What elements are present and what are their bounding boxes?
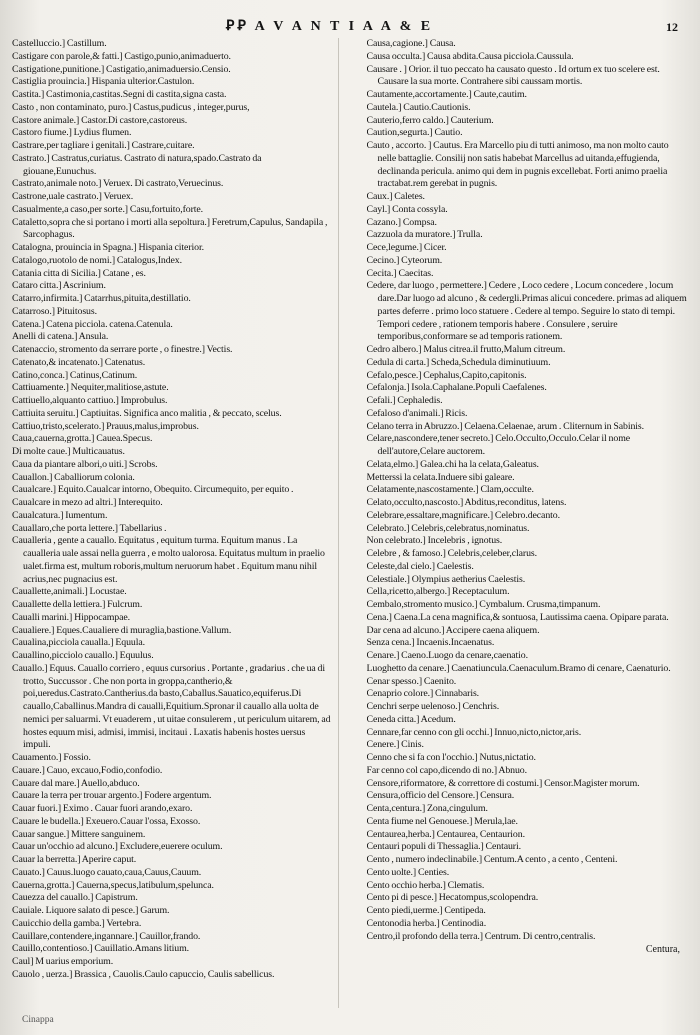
dictionary-entry: Cauiale. Liquore salato di pesce.] Garum. xyxy=(12,905,170,916)
dictionary-entry: Cece,legume.] Cicer. xyxy=(366,242,447,253)
dictionary-entry: Catarroso.] Pituitosus. xyxy=(12,305,97,317)
dictionary-entry: Cauar sangue.] Mittere sanguinem. xyxy=(12,828,146,840)
dictionary-entry: Cauamento.] Fossio. xyxy=(12,752,91,763)
dictionary-entry: Cauar fuori.] Eximo . Cauar fuori arando,exaro. xyxy=(12,803,193,814)
dictionary-entry: Centa fiume nel Genouese.] Merula,lae. xyxy=(366,815,518,827)
dictionary-entry: Caualina,picciola caualla.] Equula. xyxy=(12,637,145,649)
dictionary-entry: Catarro,infirmita.] Catarrhus,pituita,destillatio. xyxy=(12,293,191,304)
dictionary-entry: Cataro citta.] Ascrinium. xyxy=(12,280,106,292)
dictionary-entry: Cauto , accorto. ] Cautus. Era Marcello piu di tutti animoso, ma non molto cauto nelle battaglie. Consilij non satis habebat Marcellus ad uitanda,effugienda, declinanda pericula. animo qui dem in pugnis excellebat. Forti animo praelia tractabat.rem gerebat in pugnis. xyxy=(366,140,669,190)
dictionary-entry: Centaurea,herba.] Centaurea, Centaurion. xyxy=(366,828,525,840)
dictionary-entry: Cenar spesso.] Caenito. xyxy=(366,675,457,687)
dictionary-entry: Celare,nascondere,tener secreto.] Celo.Occulto,Occulo.Celar il nome dell'autore,Celare auctorem. xyxy=(366,433,631,457)
dictionary-entry: Cembalo,stromento musico.] Cymbalum. Crusma,timpanum. xyxy=(366,599,601,610)
dictionary-entry: Cecita.] Caecitas. xyxy=(366,267,434,279)
dictionary-entry: Cayl.] Conta cossyla. xyxy=(366,203,448,215)
dictionary-entry: Cedere, dar luogo , permettere.] Cedere , Loco cedere , Locum concedere , locum dare.Dar luogo ad alcuno , & cedergli.Primas alicui concedere. primas ad aliquem partes deferre . primo loco statuere . Cedere al tempo. Seguire lo stato di tempi. Tempori cedere , rationem temporis habere . Consulere , seruire temporibus,conformare se ad temporis rationem. xyxy=(366,280,687,343)
dictionary-entry: Celatamente,nascostamente.] Clam,occulte. xyxy=(366,484,534,496)
dictionary-entry: Cenno che si fa con l'occhio.] Nutus,nictatio. xyxy=(366,752,536,763)
dictionary-entry: Castrato.] Castratus,curiatus. Castrato di natura,spado.Castrato da giouane,Eunuchus. xyxy=(12,152,262,177)
dictionary-entry: Celata,elmo.] Galea.chi ha la celata,Galeatus. xyxy=(366,458,539,470)
dictionary-entry: Cauicchio della gamba.] Vertebra. xyxy=(12,917,142,929)
dictionary-entry: Catalogna, prouincia in Spagna.] Hispania citerior. xyxy=(12,242,204,253)
dictionary-entry: Cauillo,contentioso.] Cauillatio.Amans litium. xyxy=(12,943,190,955)
dictionary-entry: Cefalo,pesce.] Cephalus,Capito,capitonis. xyxy=(366,369,527,381)
dictionary-entry: Cattiuamente.] Nequiter,malitiose,astute. xyxy=(12,382,169,394)
dictionary-entry: Cazzuola da muratore.] Trulla. xyxy=(366,229,483,241)
dictionary-entry: Caul] M uarius emporium. xyxy=(12,956,114,967)
dictionary-entry: Cauare la terra per trouar argento.] Fodere argentum. xyxy=(12,790,212,802)
dictionary-entry: Cena.] Caena.La cena magnifica,& sontuosa, Lautissima caena. Opipare parata. xyxy=(366,611,669,623)
dictionary-entry: Cataletto,sopra che si portano i morti alla sepoltura.] Feretrum,Capulus, Sandapila , Sarcophagus. xyxy=(12,216,328,241)
dictionary-entry: Cauallo.] Equus. Cauallo corriero , equus cursorius . Portante , gradarius . che ua di trotto, Succussor . Che non porta in groppa,cantherio,& poi,ueredus.Castrato.Cantherius.da basto,Caballus.Sauatico,equiferus.Di cauallo,Caballinus.Mandra di caualli,Equitium.Spronar il cauallo alla uolta de nemici per saluarmi. Vt euaderem , ut uitae consulerem , ut periculum uitarem, ad hostes equum misi, admisi, immisi, incitaui . Laxatis habenis hostes uersus impuli. xyxy=(12,662,331,751)
dictionary-entry: Causa,cagione.] Causa. xyxy=(366,38,456,49)
dictionary-entry: Caualcare.] Equito.Caualcar intorno, Obequito. Circumequito, per equito . xyxy=(12,484,294,496)
dictionary-entry: Dar cena ad alcuno.] Accipere caena aliquem. xyxy=(366,624,540,636)
dictionary-entry: Castrare,per tagliare i genitali.] Castrare,cuitare. xyxy=(12,140,195,151)
dictionary-entry: Ceneda citta.] Acedum. xyxy=(366,713,456,725)
dictionary-entry: Celebrare,essaltare,magnificare.] Celebro.decanto. xyxy=(366,509,560,521)
dictionary-entry: Cauar un'occhio ad alcuno.] Excludere,euerere oculum. xyxy=(12,841,223,853)
dictionary-entry: Cenare.] Caeno.Luogo da cenare,caenatio. xyxy=(366,650,528,661)
dictionary-entry: Cauato.] Cauus.luogo cauato,caua,Cauus,Cauum. xyxy=(12,866,202,878)
dictionary-entry: Castita.] Castimonia,castitas.Segni di castita,signa casta. xyxy=(12,89,227,100)
dictionary-entry: Catino,conca.] Catinus,Catinum. xyxy=(12,369,138,381)
dictionary-entry: Cenchri serpe uelenoso.] Cenchris. xyxy=(366,701,500,712)
dictionary-entry: Castoro fiume.] Lydius flumen. xyxy=(12,127,132,139)
dictionary-entry: Cauillare,contendere,ingannare.] Cauillor,frando. xyxy=(12,930,201,942)
dictionary-entry: Causa occulta.] Causa abdita.Causa picciola.Caussula. xyxy=(366,50,574,62)
dictionary-entry: Anelli di catena.] Ansula. xyxy=(12,331,109,343)
dictionary-entry: Cauolo , uerza.] Brassica , Cauolis.Caulo capuccio, Caulis sabellicus. xyxy=(12,968,275,980)
dictionary-entry: Cauezza del cauallo.] Capistrum. xyxy=(12,892,138,904)
dictionary-entry: Castigatione,punitione.] Castigatio,animaduersio.Censio. xyxy=(12,63,231,75)
dictionary-entry: Caualiere.] Eques.Caualiere di muraglia,bastione.Vallum. xyxy=(12,624,232,636)
dictionary-entry: Censura,officio del Censore.] Censura. xyxy=(366,790,515,802)
dictionary-entry: Cento uolte.] Centies. xyxy=(366,866,450,878)
dictionary-entry: Cento occhio herba.] Clematis. xyxy=(366,879,485,891)
dictionary-entry: Cattiuita seruitu.] Captiuitas. Significa anco malitia , & peccato, scelus. xyxy=(12,407,282,419)
catchword: Centura, xyxy=(645,944,680,956)
dictionary-entry: Cennare,far cenno con gli occhi.] Innuo,nicto,nictor,aris. xyxy=(366,726,582,738)
dictionary-entry: Centa,centura.] Zona,cingulum. xyxy=(366,803,488,814)
dictionary-entry: Celano terra in Abruzzo.] Celaena.Celaenae, arum . Cliternum in Sabinis. xyxy=(366,420,645,432)
dictionary-entry: Castore animale.] Castor.Di castore,castoreus. xyxy=(12,114,188,126)
dictionary-entry: Cauare dal mare.] Auello,abduco. xyxy=(12,777,140,789)
dictionary-entry: Catania citta di Sicilia.] Catane , es. xyxy=(12,267,146,279)
dictionary-entry: Castelluccio.] Castillum. xyxy=(12,38,107,49)
dictionary-entry: Castiglia prouincia.] Hispania ulterior.Castulon. xyxy=(12,76,195,88)
dictionary-entry: Causare . ] Orior. il tuo peccato ha causato questo . Id ortum ex tuo scelere est. Causare la sua morte. Contrahere sibi caussam mortis. xyxy=(366,63,660,88)
dictionary-entry: Cefaloso d'animali.] Ricis. xyxy=(366,407,468,419)
dictionary-entry: Cauterio,ferro caldo.] Cauterium. xyxy=(366,114,494,126)
dictionary-entry: Censore,riformatore, & correttore di costumi.] Censor.Magister morum. xyxy=(366,777,640,789)
dictionary-entry: Celato,occulto,nascosto.] Abditus,reconditus, latens. xyxy=(366,497,567,508)
dictionary-columns xyxy=(12,38,688,1008)
dictionary-entry: Caualcare in mezo ad altri.] Interequito. xyxy=(12,497,163,508)
dictionary-entry: Catena.] Catena picciola. catena.Catenula. xyxy=(12,318,173,330)
dictionary-entry: Caualleria , gente a cauallo. Equitatus , equitum turma. Equitum manus . La caualleria uale assai nella guerra , e molto ualorosa. Equitatus multum in praelio ualet.firma est, multum roboris,multum neruorum habet . Equitum manu nihil acrius,nec pugnacius est. xyxy=(12,535,325,585)
dictionary-entry: Cauallino,picciolo cauallo.] Equulus. xyxy=(12,650,154,661)
dictionary-entry: Cenere.] Cinis. xyxy=(366,739,424,751)
dictionary-entry: Cento pi di pesce.] Hecatompus,scolopendra. xyxy=(366,892,539,904)
dictionary-entry: Caualli marini.] Hippocampae. xyxy=(12,611,131,623)
dictionary-entry: Metterssi la celata.Induere sibi galeare. xyxy=(366,471,515,483)
dictionary-entry: Cauerna,grotta.] Cauerna,specus,latibulum,spelunca. xyxy=(12,879,214,891)
dictionary-entry: Cauallette della lettiera.] Fulcrum. xyxy=(12,599,143,610)
dictionary-entry: Centauri populi di Thessaglia.] Centauri. xyxy=(366,841,521,853)
dictionary-entry: Cella,ricetto,albergo.] Receptaculum. xyxy=(366,586,510,598)
dictionary-entry: Centonodia herba.] Centinodia. xyxy=(366,917,487,929)
dictionary-entry: Catenato,& incatenato.] Catenatus. xyxy=(12,356,146,368)
dictionary-entry: Caux.] Caletes. xyxy=(366,191,425,202)
dictionary-entry: Cauare le budella.] Exeuero.Cauar l'ossa, Exosso. xyxy=(12,815,201,827)
dictionary-entry: Cauallaro,che porta lettere.] Tabellarius . xyxy=(12,522,167,534)
page-header xyxy=(0,16,700,40)
right-column xyxy=(367,38,689,1008)
dictionary-entry: Cauare.] Cauo, excauo,Fodio,confodio. xyxy=(12,764,163,776)
dictionary-entry: Castrone,uale castrato.] Veruex. xyxy=(12,191,134,202)
left-column xyxy=(12,38,339,1008)
dictionary-entry: Celeste,dal cielo.] Caelestis. xyxy=(366,560,474,572)
dictionary-entry: Cattiuello,alquanto cattiuo.] Improbulus. xyxy=(12,395,168,406)
dictionary-entry: Catenaccio, stromento da serrare porte , o finestre.] Vectis. xyxy=(12,344,233,355)
dictionary-entry: Cauallette,animali.] Locustae. xyxy=(12,586,127,598)
dictionary-entry: Cefali.] Cephaledis. xyxy=(366,395,443,406)
dictionary-entry: Cedro albero.] Malus citrea.il frutto,Malum citreum. xyxy=(366,344,566,355)
dictionary-entry: Cefalonja.] Isola.Caphalane.Populi Caefalenes. xyxy=(366,382,547,394)
dictionary-entry: Castigare con parole,& fatti.] Castigo,punio,animaduerto. xyxy=(12,50,231,62)
dictionary-entry: Castrato,animale noto.] Veruex. Di castrato,Veruecinus. xyxy=(12,178,224,190)
dictionary-entry: Casualmente,a caso,per sorte.] Casu,fortuito,forte. xyxy=(12,203,204,215)
dictionary-entry: Cazano.] Compsa. xyxy=(366,216,437,228)
dictionary-entry: Luoghetto da cenare.] Caenatiuncula.Caenaculum.Bramo di cenare, Caenaturio. xyxy=(366,662,671,674)
dictionary-entry: Cauallon.] Caballiorum colonia. xyxy=(12,471,135,483)
dictionary-entry: Cento piedi,uerme.] Centipeda. xyxy=(366,905,486,916)
dictionary-entry: Cento , numero indeclinabile.] Centum.A cento , a cento , Centeni. xyxy=(366,854,618,865)
dictionary-entry: Cecino.] Cyteorum. xyxy=(366,254,443,266)
dictionary-entry: Far cenno col capo,dicendo di no.] Abnuo. xyxy=(366,764,527,776)
dictionary-entry: Celebrato.] Celebris,celebratus,nominatus. xyxy=(366,522,530,534)
dictionary-entry: Catalogo,ruotolo de nomi.] Catalogus,Index. xyxy=(12,254,182,266)
dictionary-entry: Non celebrato.] Incelebris , ignotus. xyxy=(366,535,503,547)
dictionary-entry: Caua da piantare albori,o uiti.] Scrobs. xyxy=(12,458,158,470)
dictionary-entry: Senza cena.] Incaenis.Incaenatus. xyxy=(366,637,495,649)
dictionary-entry: Centro,il profondo della terra.] Centrum. Di centro,centralis. xyxy=(366,930,596,942)
dictionary-entry: Caua,cauerna,grotta.] Cauea.Specus. xyxy=(12,433,153,445)
dictionary-entry: Caualcatura.] Iumentum. xyxy=(12,509,108,521)
dictionary-entry: Cautamente,accortamente.] Caute,cautim. xyxy=(366,89,527,100)
running-head: ꝐꝐ A V A N T I A A & E xyxy=(226,19,434,34)
page-number: 12 xyxy=(666,20,678,34)
dictionary-entry: Cattiuo,tristo,scelerato.] Prauus,malus,improbus. xyxy=(12,420,199,432)
bottom-catchword: Cinappa xyxy=(22,1015,54,1025)
dictionary-entry: Cautela.] Cautio.Cautionis. xyxy=(366,101,471,113)
dictionary-entry: Cenaprio colore.] Cinnabaris. xyxy=(366,688,480,700)
dictionary-entry: Caution,segurta.] Cautio. xyxy=(366,127,463,139)
dictionary-entry: Di molte caue.] Multicauatus. xyxy=(12,446,125,457)
dictionary-entry: Casto , non contaminato, puro.] Castus,pudicus , integer,purus, xyxy=(12,101,250,113)
dictionary-entry: Cauar la berretta.] Aperire caput. xyxy=(12,854,137,865)
dictionary-entry: Celestiale.] Olympius aetherius Caelestis. xyxy=(366,573,526,585)
dictionary-entry: Celebre , & famoso.] Celebris,celeber,clarus. xyxy=(366,548,537,559)
dictionary-entry: Cedula di carta.] Scheda,Schedula diminutiuum. xyxy=(366,356,551,368)
